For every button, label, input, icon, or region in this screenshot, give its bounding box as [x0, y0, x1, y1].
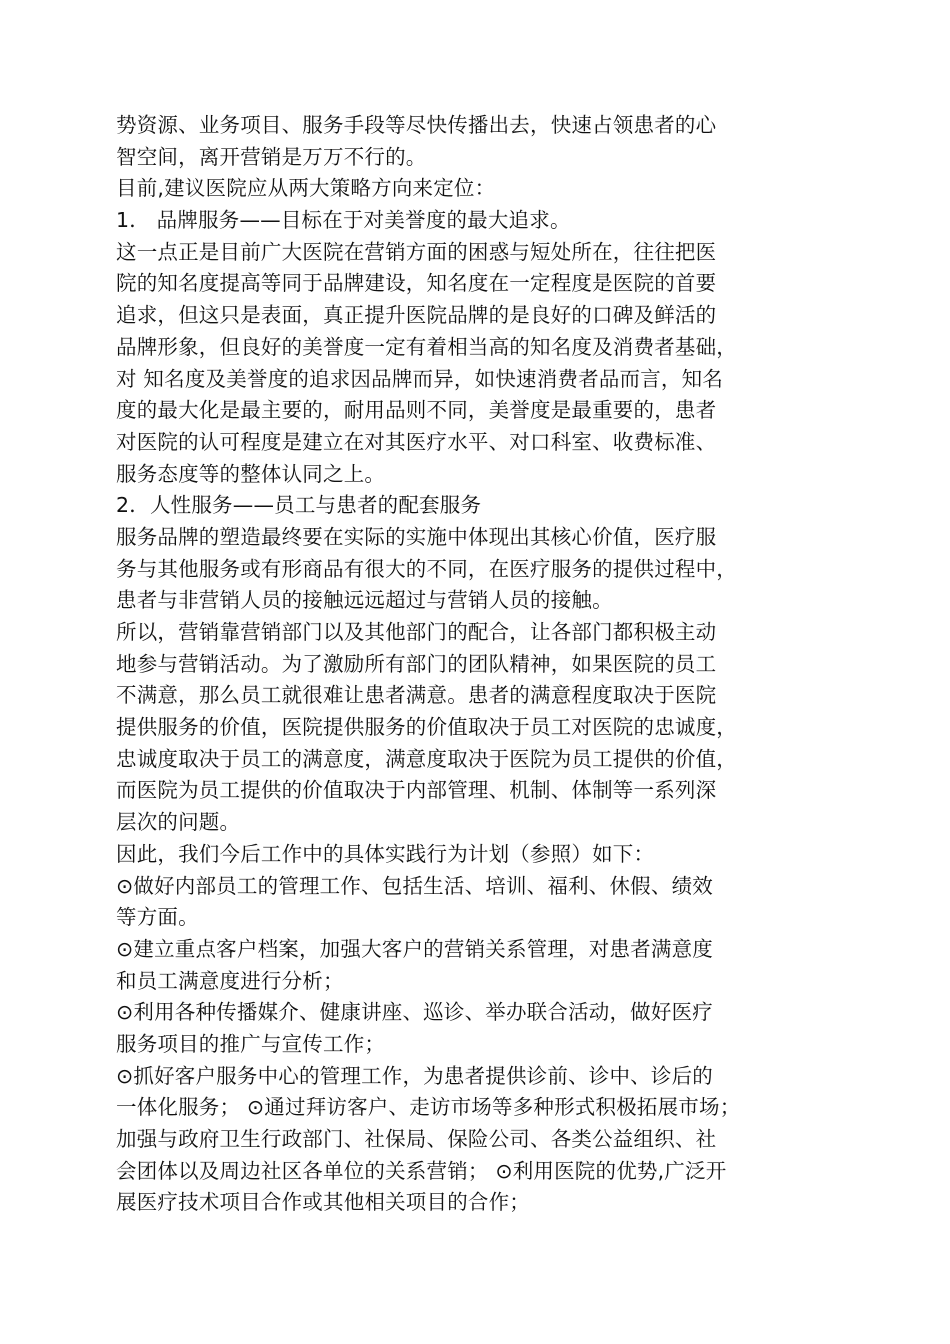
bullet-line: ⊙抓好客户服务中心的管理工作，为患者提供诊前、诊中、诊后的 — [116, 1063, 713, 1088]
text-line: 院的知名度提高等同于品牌建设，知名度在一定程度是医院的首要 — [116, 271, 717, 296]
text-line: 目前,建议医院应从两大策略方向来定位： — [116, 176, 496, 201]
bullet-line: ⊙建立重点客户档案，加强大客户的营销关系管理，对患者满意度 — [116, 936, 713, 961]
text-line: 服务项目的推广与宣传工作； — [116, 1031, 386, 1056]
text-line: 智空间，离开营销是万万不行的。 — [116, 144, 427, 169]
text-line: 度的最大化是最主要的，耐用品则不同，美誉度是最重要的，患者 — [116, 398, 717, 423]
text-line: 追求，但这只是表面，真正提升医院品牌的是良好的口碑及鲜活的 — [116, 303, 717, 328]
text-line: 层次的问题。 — [116, 810, 241, 835]
text-line: 患者与非营销人员的接触远远超过与营销人员的接触。 — [116, 588, 613, 613]
text-line: 对医院的认可程度是建立在对其医疗水平、对口科室、收费标准、 — [116, 429, 717, 454]
text-line: 品牌形象，但良好的美誉度一定有着相当高的知名度及消费者基础， — [116, 334, 737, 359]
text-line: 展医疗技术项目合作或其他相关项目的合作； — [116, 1190, 530, 1215]
document-body — [116, 110, 856, 1219]
text-line: 忠诚度取决于员工的满意度，满意度取决于医院为员工提供的价值， — [116, 746, 737, 771]
text-line: 等方面。 — [116, 905, 199, 930]
text-line: 所以，营销靠营销部门以及其他部门的配合，让各部门都积极主动 — [116, 620, 717, 644]
text-line: 势资源、业务项目、服务手段等尽快传播出去，快速占领患者的心 — [116, 113, 717, 137]
text-line: 服务态度等的整体认同之上。 — [116, 461, 386, 486]
text-line: 因此，我们今后工作中的具体实践行为计划（参照）如下： — [116, 841, 655, 866]
text-line: 一体化服务； ⊙通过拜访客户、走访市场等多种形式积极拓展市场； — [116, 1095, 741, 1120]
text-line: 对 知名度及美誉度的追求因品牌而异，如快速消费者品而言，知名 — [116, 366, 724, 391]
text-line: 这一点正是目前广大医院在营销方面的困惑与短处所在，往往把医 — [116, 239, 717, 264]
section-heading: 2．人性服务——员工与患者的配套服务 — [116, 493, 482, 518]
bullet-line: ⊙做好内部员工的管理工作、包括生活、培训、福利、休假、绩效 — [116, 873, 713, 898]
text-line: 提供服务的价值，医院提供服务的价值取决于员工对医院的忠诚度， — [116, 715, 737, 740]
text-line: 加强与政府卫生行政部门、社保局、保险公司、各类公益组织、社 — [116, 1127, 717, 1151]
text-line: 务与其他服务或有形商品有很大的不同，在医疗服务的提供过程中， — [116, 556, 737, 581]
text-line: 不满意，那么员工就很难让患者满意。患者的满意程度取决于医院 — [116, 683, 717, 708]
text-line: 服务品牌的塑造最终要在实际的实施中体现出其核心价值，医疗服 — [116, 524, 717, 549]
section-heading: 1． 品牌服务——目标在于对美誉度的最大追求。 — [116, 208, 571, 233]
text-line: 会团体以及周边社区各单位的关系营销； ⊙利用医院的优势,广泛开 — [116, 1158, 727, 1183]
text-line: 和员工满意度进行分析； — [116, 968, 344, 993]
text-line: 地参与营销活动。为了激励所有部门的团队精神，如果医院的员工 — [116, 651, 717, 676]
bullet-line: ⊙利用各种传播媒介、健康讲座、巡诊、举办联合活动，做好医疗 — [116, 1000, 713, 1025]
text-line: 而医院为员工提供的价值取决于内部管理、机制、体制等一系列深 — [116, 778, 717, 803]
